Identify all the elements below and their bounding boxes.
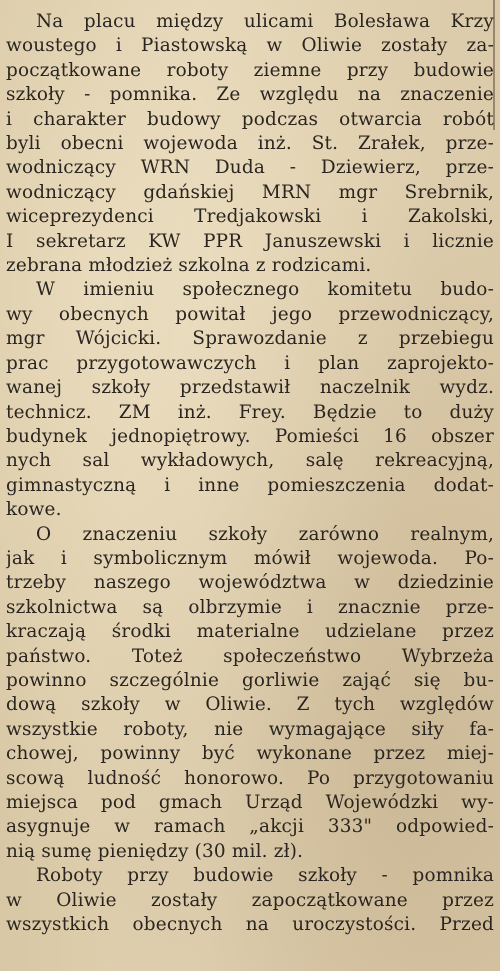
text-line: trzeby naszego województwa w dziedzinie — [6, 572, 494, 594]
text-line: zebrana młodzież szkolna z rodzicami. — [6, 255, 372, 277]
text-line: początkowane roboty ziemne przy budowie — [6, 59, 494, 81]
text-line: wiceprezydenci Tredjakowski i Zakolski, — [6, 206, 494, 228]
text-line: gimnastyczną i inne pomieszczenia dodat- — [6, 474, 494, 496]
text-line: woustego i Piastowską w Oliwie zostały za- — [6, 35, 494, 57]
text-line: wodniczący WRN Duda - Dziewierz, prze- — [6, 157, 494, 179]
paragraph — [6, 523, 494, 865]
text-line: szkoły - pomnika. Ze względu na znaczenie — [6, 84, 494, 106]
text-line: asygnuje w ramach „akcji 333" odpowied- — [6, 816, 494, 838]
article-body — [6, 10, 494, 937]
text-line: chowej, powinny być wykonane przez miej- — [6, 743, 494, 765]
text-line: miejsca pod gmach Urząd Wojewódzki wy- — [6, 792, 494, 813]
text-line: kraczają środki materialne udzielane przez — [6, 621, 494, 643]
text-line: wanej szkoły przedstawił naczelnik wydz. — [6, 377, 494, 399]
text-line: dową szkoły w Oliwie. Z tych względów — [6, 694, 494, 716]
text-line: w Oliwie zostały zapoczątkowane przez — [6, 889, 494, 911]
text-line: państwo. Toteż społeczeństwo Wybrzeża — [6, 645, 494, 667]
text-line: nych sal wykładowych, salę rekreacyjną, — [6, 450, 494, 472]
text-line: prac przygotowawczych i plan zaprojekto- — [6, 352, 494, 374]
paragraph — [6, 278, 494, 522]
text-line: byli obecni wojewoda inż. St. Zrałek, prze- — [6, 133, 494, 155]
text-line: powinno szczególnie gorliwie zająć się bu- — [6, 669, 494, 691]
text-line: szkolnictwa są olbrzymie i znacznie prze- — [6, 596, 494, 618]
text-line: mgr Wójcicki. Sprawozdanie z przebiegu — [6, 328, 494, 350]
text-line: jak i symbolicznym mówił wojewoda. Po- — [6, 547, 494, 569]
text-line: wodniczący gdańskiej MRN mgr Srebrnik, — [6, 181, 494, 203]
text-line: wszystkich obecnych na uroczystości. Przed — [6, 914, 494, 936]
text-line: wy obecnych powitał jego przewodniczący, — [6, 303, 494, 325]
text-line: Na placu między ulicami Bolesława Krzy — [36, 11, 494, 32]
text-line: i charakter budowy podczas otwarcia robót — [6, 108, 494, 130]
text-line: budynek jednopiętrowy. Pomieści 16 obszer — [6, 425, 494, 447]
paragraph — [6, 10, 494, 278]
text-line: Roboty przy budowie szkoły - pomnika — [36, 865, 494, 887]
text-line: kowe. — [6, 499, 62, 521]
text-line: I sekretarz KW PPR Januszewski i licznie — [6, 230, 494, 252]
text-line: technicz. ZM inż. Frey. Będzie to duży — [6, 401, 494, 423]
text-line: nią sumę pieniędzy (30 mil. zł). — [6, 840, 304, 862]
text-line: scową ludność honorowo. Po przygotowaniu — [6, 767, 494, 789]
text-line: wszystkie roboty, nie wymagające siły fa- — [6, 718, 494, 740]
paragraph — [6, 864, 494, 937]
text-line: O znaczeniu szkoły zarówno realnym, — [36, 523, 494, 545]
text-line: W imieniu społecznego komitetu budo- — [36, 279, 494, 301]
